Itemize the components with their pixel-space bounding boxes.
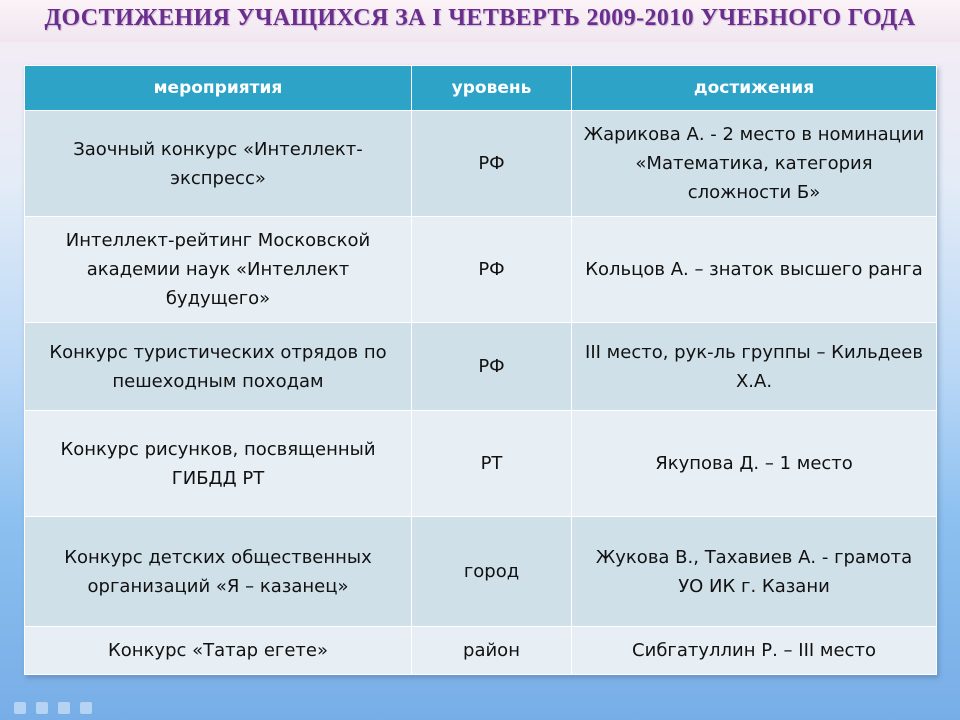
table-row bbox=[25, 411, 937, 517]
header-achievements: достижения bbox=[572, 66, 937, 111]
achievement-cell: Жукова В., Тахавиев А. - грамота УО ИК г. Казани bbox=[572, 517, 937, 627]
slide-prev-icon[interactable] bbox=[14, 702, 26, 714]
level-cell: РФ bbox=[412, 111, 572, 217]
page-title: ДОСТИЖЕНИЯ УЧАЩИХСЯ ЗА I ЧЕТВЕРТЬ 2009-2010 УЧЕБНОГО ГОДА bbox=[44, 5, 916, 31]
event-cell: Конкурс «Татар егете» bbox=[25, 627, 412, 675]
slideshow-controls bbox=[14, 702, 92, 714]
slide-menu-icon[interactable] bbox=[58, 702, 70, 714]
event-cell: Конкурс туристических отрядов по пешеходным походам bbox=[25, 323, 412, 411]
level-cell: РФ bbox=[412, 323, 572, 411]
table-row bbox=[25, 517, 937, 627]
event-cell: Конкурс детских общественных организаций «Я – казанец» bbox=[25, 517, 412, 627]
achievement-cell: Якупова Д. – 1 место bbox=[572, 411, 937, 517]
header-level: уровень bbox=[412, 66, 572, 111]
event-cell: Заочный конкурс «Интеллект-экспресс» bbox=[25, 111, 412, 217]
table-row bbox=[25, 627, 937, 675]
level-cell: РТ bbox=[412, 411, 572, 517]
achievements-table bbox=[24, 65, 937, 675]
table-row bbox=[25, 217, 937, 323]
table-row bbox=[25, 111, 937, 217]
level-cell: район bbox=[412, 627, 572, 675]
achievement-cell: Кольцов А. – знаток высшего ранга bbox=[572, 217, 937, 323]
slide-next-icon[interactable] bbox=[80, 702, 92, 714]
achievement-cell: Жарикова А. - 2 место в номинации «Математика, категория сложности Б» bbox=[572, 111, 937, 217]
achievement-cell: III место, рук-ль группы – Кильдеев Х.А. bbox=[572, 323, 937, 411]
table-header-row bbox=[25, 66, 937, 111]
header-events: мероприятия bbox=[25, 66, 412, 111]
achievement-cell: Сибгатуллин Р. – III место bbox=[572, 627, 937, 675]
event-cell: Конкурс рисунков, посвященный ГИБДД РТ bbox=[25, 411, 412, 517]
table-row bbox=[25, 323, 937, 411]
event-cell: Интеллект-рейтинг Московской академии наук «Интеллект будущего» bbox=[25, 217, 412, 323]
pen-icon[interactable] bbox=[36, 702, 48, 714]
level-cell: город bbox=[412, 517, 572, 627]
level-cell: РФ bbox=[412, 217, 572, 323]
